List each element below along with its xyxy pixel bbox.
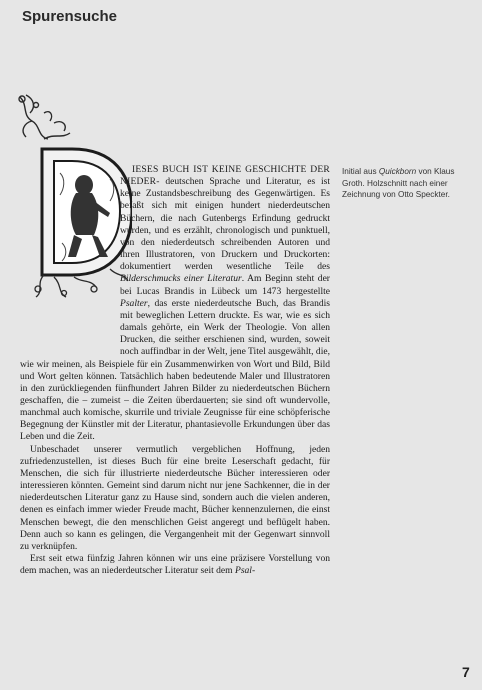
paragraph-1-text-b: . Am Beginn steht der bei Lucas Brandis in Lübeck um 1473 hergestellte [120,273,330,297]
paragraph-1-text-c: , das erste niederdeutsche Buch, das Brandis mit beweglichen Lettern druckte. Es war, wie es sich damals gehörte, ein Werk der Theologie. Von allen Drucken, die seither erschienen sind, wurden, soweit noch auffindbar in der Welt, jene Titel ausgewählt, die, wie wir meinen, als Beispiele für ein Zusammenwirken von Wort und Bild, Bild und Wort gelten können. Tatsächlich haben bedeutende Maler und Illustratoren in den zurückliegenden fünfhundert Jahren Bilder zu niederdeutschen Büchern geschaffen, die – zumeist – die Zeiten überdauerten; sie sind oft wundervolle, manchmal auch komische, skurrile und triviale Zeugnisse für eine schöpferische Begegnung der Künstler mit der Literatur, phantasievolle Erkundungen über das Leben und die Zeit. [20,297,330,443]
caption-credit: Holzschnitt nach einer Zeichnung von Otto Speckter. [342,178,450,199]
running-head: Spurensuche [22,8,118,25]
caption-text-suffix: von Klaus Groth. [342,167,455,188]
main-text-column [20,164,330,577]
caption-book-title: Quickborn [378,167,417,176]
paragraph-3-text: Erst seit etwa fünfzig Jahren können wir uns eine präzisere Vorstellung von dem machen, was an niederdeutscher Literatur seit dem [20,553,330,577]
italic-title-psalter: Psalter [120,297,148,309]
paragraph-2: Unbeschadet unserer vermutlich vergeblichen Hoffnung, jeden zufriedenzustellen, ist dieses Buch für eine breite Leserschaft gedacht, für Menschen, die sich für illustrierte niederdeutsche Bücher interessieren oder interessieren könnten. Gemeint sind darum nicht nur jene Sachkenner, die in der niederdeutschen Literatur ganz zu Hause sind, sondern auch die vielen anderen, denen es einfach immer wieder Freude macht, Bücher kennenzulernen, die einst Menschen bewegt, die den menschlichen Geist angeregt und beflügelt haben. Denn auch so kann es gelingen, die Vergangenheit mit der Gegenwart sinnvoll zu verknüpfen. [20,443,330,552]
paragraph-3 [20,553,330,577]
caption-text-prefix: Initial aus [342,167,379,176]
italic-psalter-hyphenated: Psal- [234,565,256,577]
figure-caption [342,166,478,201]
italic-title-bilderschmuck: Bilderschmucks einer Literatur [120,273,242,285]
opening-small-caps: IESES BUCH IST KEINE GESCHICHTE DER NIEDER- [120,164,330,188]
page-number: 7 [462,664,470,680]
paragraph-1-text-a: deutschen Sprache und Literatur, es ist keine Zustandsbeschreibung des Gegenwärtigen. Es befaßt sich mit einigen hundert niederdeutschen Büchern, die nach Gutenbergs Erfindung gedruckt wurden, und es erzählt, chronologisch und punktuell, von den niederdeutsch schreibenden Autoren und ihren Illustratoren, von Druckern und Druckorten: dokumentiert werden wesentliche Teile des [120,176,330,273]
